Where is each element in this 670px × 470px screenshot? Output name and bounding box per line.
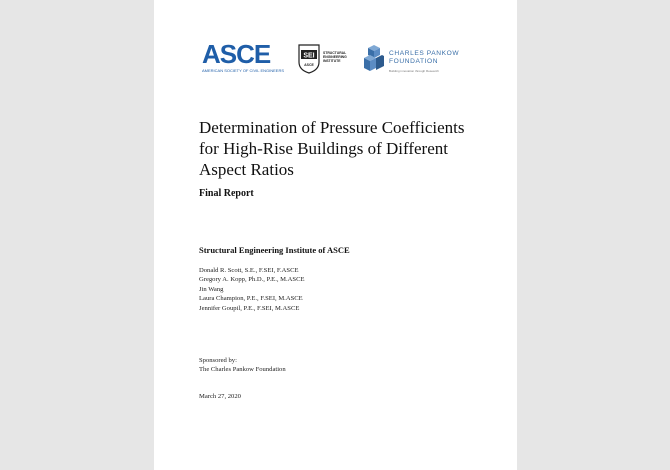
asce-logo [202,39,286,78]
sei-line: ENGINEERING [323,55,347,60]
sei-logo-text [323,51,359,64]
author-list [199,266,459,313]
author-item: Jennifer Goupil, P.E., F.SEI, M.ASCE [199,304,300,312]
title-line: for High-Rise Buildings of Different [199,139,448,158]
sei-shield-icon [298,44,320,74]
sponsor-label: Sponsored by: [199,357,237,364]
author-item: Donald R. Scott, S.E., F.SEI, F.ASCE [199,267,299,274]
report-title [199,117,499,180]
pankow-logo-tagline: Building innovation through Research [389,69,439,73]
pankow-logo [362,44,492,76]
sponsor-name: The Charles Pankow Foundation [199,366,286,374]
pankow-name-line1: CHARLES PANKOW [389,50,460,57]
pankow-name-line2: FOUNDATION [389,58,439,65]
title-line: Determination of Pressure Coefficients [199,118,465,137]
asce-logo-word: ASCE [202,39,271,69]
sei-logo [298,44,356,76]
sei-badge-sub: ASCE [304,63,314,67]
sei-line: STRUCTURAL [323,51,347,55]
title-line: Aspect Ratios [199,160,294,179]
report-cover-page [154,0,517,470]
report-date: March 27, 2020 [199,393,241,400]
sei-line: INSTITUTE [323,59,341,64]
author-item: Gregory A. Kopp, Ph.D., P.E., M.ASCE [199,276,305,284]
pankow-logo-name [389,50,459,66]
author-item: Laura Champion, P.E., F.SEI, M.ASCE [199,295,303,303]
logo-bar [202,39,492,78]
sei-badge-text: SEI [303,52,315,60]
asce-logo-tagline: AMERICAN SOCIETY OF CIVIL ENGINEERS [202,68,285,73]
organization-name: Structural Engineering Institute of ASCE [199,245,350,255]
report-subtitle: Final Report [199,188,254,199]
author-item: Jin Wang [199,285,224,293]
sponsor-block [199,356,286,375]
pankow-cube-icon [362,44,386,76]
